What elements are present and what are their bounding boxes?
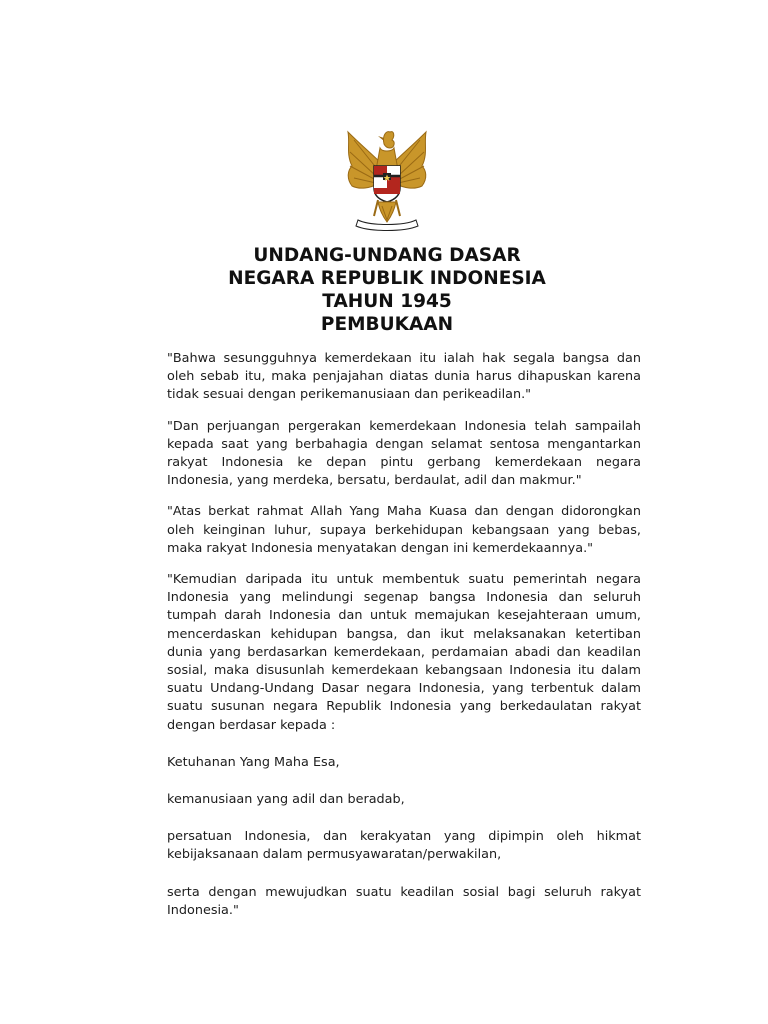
principle-1: Ketuhanan Yang Maha Esa, bbox=[167, 754, 340, 770]
principle-2: kemanusiaan yang adil dan beradab, bbox=[167, 792, 405, 808]
title-line-4: PEMBUKAAN bbox=[320, 314, 454, 335]
principle-3: persatuan Indonesia, dan kerakyatan yang dipimpin oleh hikmat kebijaksanaan dalam permusyawaratan/perwakilan, bbox=[167, 829, 641, 863]
title-line-3: TAHUN 1945 bbox=[322, 291, 452, 312]
preamble-paragraph-1: "Bahwa sesungguhnya kemerdekaan itu ialah hak segala bangsa dan oleh sebab itu, maka penjajahan diatas dunia harus dihapuskan karena tidak sesuai dengan perikemanusiaan dan perikeadilan." bbox=[167, 351, 641, 403]
preamble-body bbox=[167, 350, 641, 920]
preamble-paragraph-3: "Atas berkat rahmat Allah Yang Maha Kuasa dan dengan didorongkan oleh keinginan luhur, supaya berkehidupan kebangsaan yang bebas, maka rakyat Indonesia menyatakan dengan ini kemerdekaannya." bbox=[167, 504, 641, 556]
preamble-paragraph-2: "Dan perjuangan pergerakan kemerdekaan Indonesia telah sampailah kepada saat yang berbahagia dengan selamat sentosa mengantarkan rakyat Indonesia ke depan pintu gerbang kemerdekaan negara Indonesia, yang merdeka, bersatu, berdaulat, adil dan makmur." bbox=[167, 418, 641, 489]
document-title bbox=[180, 244, 594, 336]
title-line-1: UNDANG-UNDANG DASAR bbox=[253, 245, 521, 266]
garuda-pancasila-emblem-icon bbox=[340, 126, 434, 232]
preamble-paragraph-4: "Kemudian daripada itu untuk membentuk suatu pemerintah negara Indonesia yang melindungi segenap bangsa Indonesia dan seluruh tumpah darah Indonesia dan untuk memajukan kesejahteraan umum, mencerdaskan kehidupan bangsa, dan ikut melaksanakan ketertiban dunia yang berdasarkan kemerdekaan, perdamaian abadi dan keadilan sosial, maka disusunlah kemerdekaan kebangsaan Indonesia itu dalam suatu Undang-Undang Dasar negara Indonesia, yang terbentuk dalam suatu susunan negara Republik Indonesia yang berkedaulatan rakyat dengan berdasar kepada : bbox=[167, 572, 641, 733]
title-line-2: NEGARA REPUBLIK INDONESIA bbox=[228, 268, 546, 289]
garuda-emblem-svg bbox=[340, 126, 434, 232]
principle-4: serta dengan mewujudkan suatu keadilan sosial bagi seluruh rakyat Indonesia." bbox=[167, 884, 641, 918]
